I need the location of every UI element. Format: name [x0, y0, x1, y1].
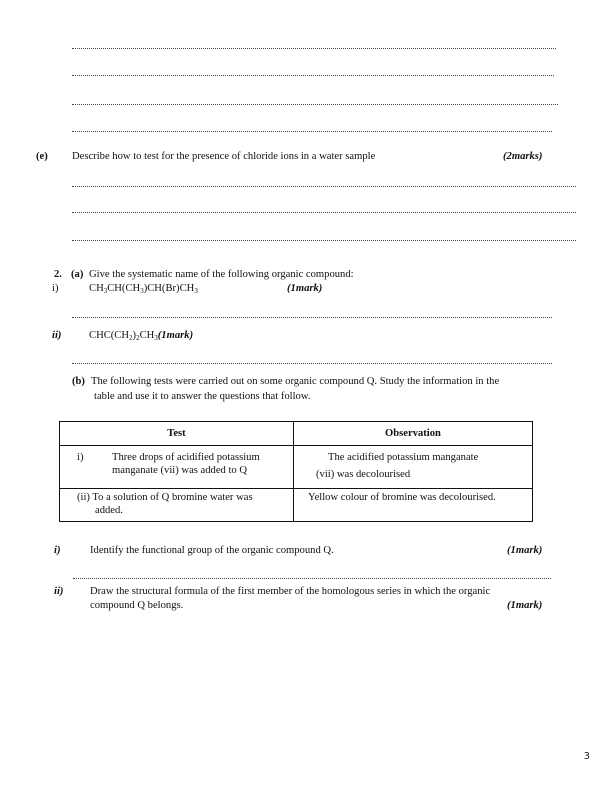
obs-line1: The acidified potassium manganate	[328, 452, 479, 463]
question-ii-text-line2: compound Q belongs.	[90, 600, 184, 611]
test-line2: manganate (vii) was added to Q	[112, 465, 248, 476]
table-row	[60, 446, 533, 489]
answer-line[interactable]	[72, 75, 554, 76]
answer-line[interactable]	[72, 104, 558, 105]
question-i-label: i)	[54, 545, 61, 556]
test-cell	[60, 446, 294, 489]
part-a-prompt: Give the systematic name of the following organic compound:	[89, 269, 354, 280]
part-b-intro-line1: The following tests were carried out on some organic compound Q. Study the information in the	[91, 376, 500, 387]
part-e-question: Describe how to test for the presence of chloride ions in a water sample	[72, 151, 376, 162]
answer-line[interactable]	[72, 363, 552, 364]
test-label: i)	[77, 452, 84, 463]
table-header-row	[60, 422, 533, 446]
question-ii-marks: (1mark)	[507, 600, 543, 611]
question-number: 2.	[54, 269, 62, 280]
test-line1: Three drops of acidified potassium	[112, 452, 260, 463]
item-ii-label: ii)	[52, 330, 62, 341]
item-i-label: i)	[52, 283, 59, 294]
test-line1: (ii) To a solution of Q bromine water was	[77, 492, 253, 503]
answer-line[interactable]	[72, 186, 576, 187]
item-ii-marks: (1mark)	[157, 330, 194, 341]
part-e-label: (e)	[36, 151, 48, 162]
question-ii-text-line1: Draw the structural formula of the first member of the homologous series in which the organic	[90, 586, 491, 597]
obs-line1: Yellow colour of bromine was decolourised.	[308, 492, 496, 503]
test-line2: added.	[95, 505, 123, 516]
obs-line2: (vii) was decolourised	[316, 469, 411, 480]
part-b-label: (b)	[72, 376, 85, 387]
item-i-marks: (1mark)	[287, 283, 323, 294]
answer-line[interactable]	[72, 131, 552, 132]
answer-line[interactable]	[72, 240, 576, 241]
header-observation: Observation	[294, 422, 533, 446]
answer-line[interactable]	[72, 48, 556, 49]
test-observation-table	[59, 421, 533, 522]
answer-line[interactable]	[72, 317, 552, 318]
observation-cell	[294, 489, 533, 522]
question-i-text: Identify the functional group of the organic compound Q.	[90, 545, 334, 556]
page-number: 3	[583, 751, 590, 762]
part-a-label: (a)	[71, 269, 84, 280]
question-i-marks: (1mark)	[507, 545, 543, 556]
header-test: Test	[60, 422, 294, 446]
question-ii-label: ii)	[54, 586, 64, 597]
answer-line[interactable]	[73, 578, 551, 579]
item-ii-formula: $CHC(CH_2)_2CH_3(1mark)$	[89, 330, 194, 342]
item-i-formula: $CH_3CH(CH_3)CH(Br)CH_3$	[89, 283, 198, 295]
observation-cell	[294, 446, 533, 489]
table-row	[60, 489, 533, 522]
answer-line[interactable]	[72, 212, 576, 213]
test-cell	[60, 489, 294, 522]
part-b-intro-line2: table and use it to answer the questions that follow.	[94, 391, 311, 402]
part-e-marks: (2marks)	[503, 151, 543, 162]
